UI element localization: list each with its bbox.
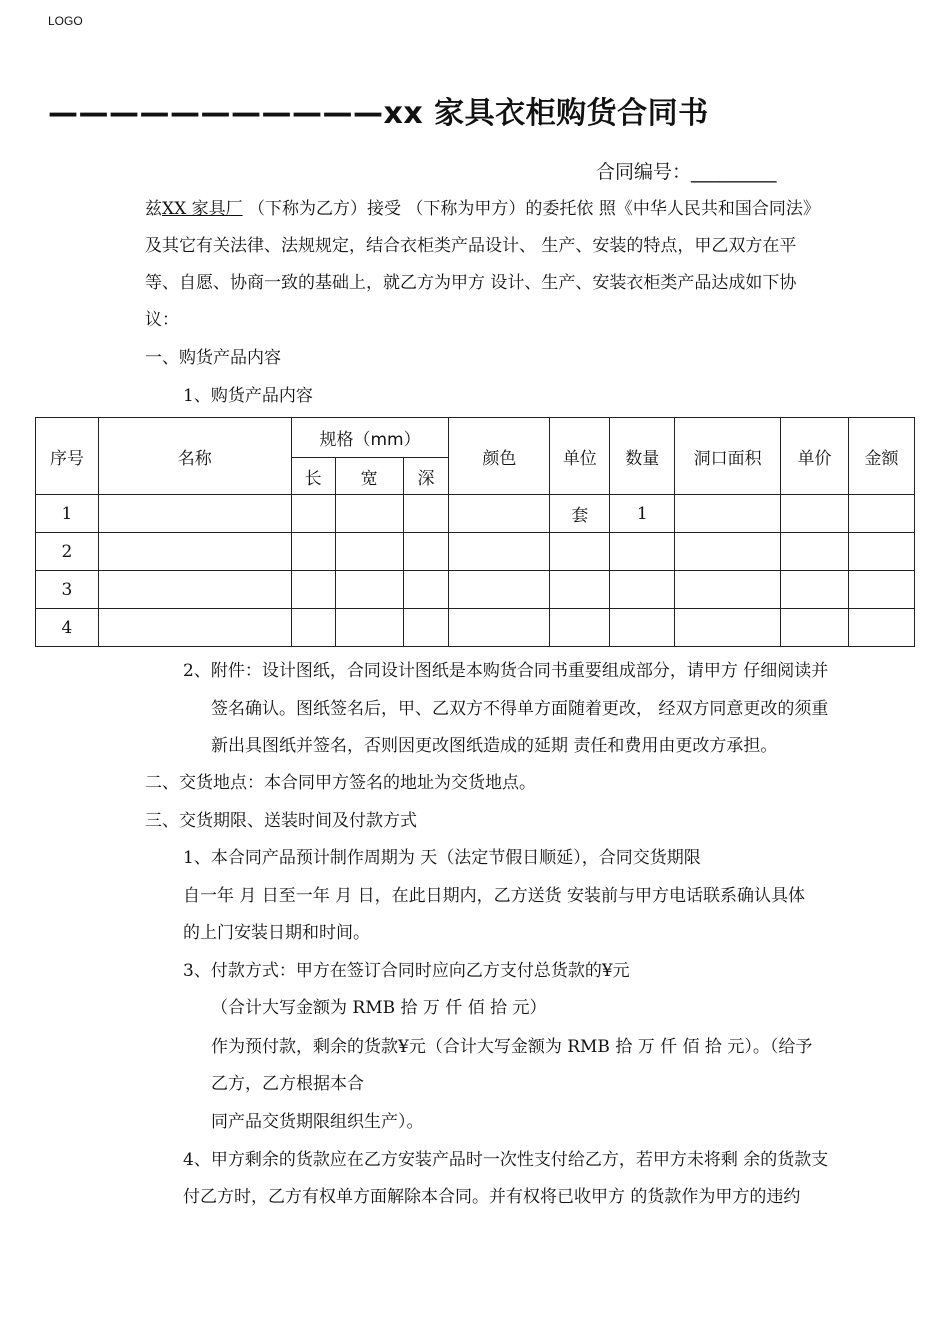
cell-amount[interactable] xyxy=(848,495,914,533)
cell-unit xyxy=(550,609,610,647)
table-row xyxy=(36,609,915,647)
cell-length[interactable] xyxy=(291,571,335,609)
cell-name[interactable] xyxy=(98,495,291,533)
header-seq: 序号 xyxy=(36,418,99,495)
header-color: 颜色 xyxy=(449,418,550,495)
payment-line-1: 3、付款方式：甲方在签订合同时应向乙方支付总货款的¥元 xyxy=(183,961,630,981)
section-3-heading: 三、交货期限、送装时间及付款方式 xyxy=(145,811,417,831)
cell-price[interactable] xyxy=(781,609,849,647)
section-2-text: 二、交货地点：本合同甲方签名的地址为交货地点。 xyxy=(145,773,536,793)
cell-price[interactable] xyxy=(781,571,849,609)
cell-opening[interactable] xyxy=(675,609,781,647)
attachment-line-2: 签名确认。图纸签名后，甲、乙双方不得单方面随着更改， 经双方同意更改的须重 xyxy=(211,699,829,719)
payment-line-3: 作为预付款，剩余的货款¥元（合计大写金额为 RMB 拾 万 仟 佰 拾 元）。（给予 xyxy=(211,1037,813,1057)
intro-line-2: 及其它有关法律、法规规定，结合衣柜类产品设计、 生产、安装的特点，甲乙双方在平 xyxy=(145,236,797,256)
cell-qty xyxy=(610,571,675,609)
cell-color[interactable] xyxy=(449,495,550,533)
cell-seq: 1 xyxy=(36,495,99,533)
table-row xyxy=(36,495,915,533)
cell-opening[interactable] xyxy=(675,495,781,533)
header-unit: 单位 xyxy=(550,418,610,495)
cell-opening[interactable] xyxy=(675,571,781,609)
attachment-line-3: 新出具图纸并签名，否则因更改图纸造成的延期 责任和费用由更改方承担。 xyxy=(211,736,778,756)
cell-price[interactable] xyxy=(781,495,849,533)
cell-width[interactable] xyxy=(335,533,403,571)
balance-line-1: 4、甲方剩余的货款应在乙方安装产品时一次性支付给乙方，若甲方未将剩 余的货款支 xyxy=(183,1150,829,1170)
intro-line-3: 等、自愿、协商一致的基础上，就乙方为甲方 设计、生产、安装衣柜类产品达成如下协 xyxy=(145,273,797,293)
cell-seq: 2 xyxy=(36,533,99,571)
cell-depth[interactable] xyxy=(403,495,449,533)
cell-depth[interactable] xyxy=(403,609,449,647)
intro-line-1-rest: （下称为乙方）接受 （下称为甲方）的委托依 照《中华人民共和国合同法》 xyxy=(248,199,820,219)
attachment-line-1: 2、附件：设计图纸，合同设计图纸是本购货合同书重要组成部分，请甲方 仔细阅读并 xyxy=(183,661,829,681)
logo: LOGO xyxy=(48,14,83,28)
cell-amount[interactable] xyxy=(848,533,914,571)
cell-qty xyxy=(610,609,675,647)
delivery-line-2: 自一年 月 日至一年 月 日，在此日期内，乙方送货 安装前与甲方电话联系确认具体 xyxy=(183,886,806,906)
cell-color[interactable] xyxy=(449,571,550,609)
cell-width[interactable] xyxy=(335,609,403,647)
goods-table xyxy=(35,417,915,647)
cell-unit: 套 xyxy=(550,495,610,533)
payment-line-5: 同产品交货期限组织生产）。 xyxy=(211,1112,424,1132)
document-title: ———————————xx 家具衣柜购货合同书 xyxy=(48,96,709,131)
delivery-line-3: 的上门安装日期和时间。 xyxy=(183,923,370,943)
cell-depth[interactable] xyxy=(403,571,449,609)
cell-price[interactable] xyxy=(781,533,849,571)
header-spec: 规格（mm） xyxy=(291,418,449,458)
cell-color[interactable] xyxy=(449,609,550,647)
cell-amount[interactable] xyxy=(848,571,914,609)
cell-amount[interactable] xyxy=(848,609,914,647)
cell-qty xyxy=(610,533,675,571)
cell-length[interactable] xyxy=(291,533,335,571)
contract-number: 合同编号：_________ xyxy=(596,161,777,183)
header-unit-price: 单价 xyxy=(781,418,849,495)
intro-line-1 xyxy=(145,198,820,220)
intro-prefix: 兹 xyxy=(145,199,162,219)
intro-line-4: 议： xyxy=(145,310,179,330)
table-row xyxy=(36,533,915,571)
balance-line-2: 付乙方时，乙方有权单方面解除本合同。并有权将已收甲方 的货款作为甲方的违约 xyxy=(183,1187,801,1207)
cell-width[interactable] xyxy=(335,495,403,533)
header-amount: 金额 xyxy=(848,418,914,495)
header-width: 宽 xyxy=(335,458,403,495)
delivery-line-1: 1、本合同产品预计制作周期为 天（法定节假日顺延），合同交货期限 xyxy=(183,848,701,868)
cell-color[interactable] xyxy=(449,533,550,571)
table-header-row xyxy=(36,418,915,458)
section-1-subheading: 1、购货产品内容 xyxy=(183,386,313,406)
cell-length[interactable] xyxy=(291,609,335,647)
cell-name[interactable] xyxy=(98,609,291,647)
cell-unit xyxy=(550,571,610,609)
cell-unit xyxy=(550,533,610,571)
cell-seq: 4 xyxy=(36,609,99,647)
cell-qty: 1 xyxy=(610,495,675,533)
cell-name[interactable] xyxy=(98,533,291,571)
section-1-heading: 一、购货产品内容 xyxy=(145,348,281,368)
header-opening-area: 洞口面积 xyxy=(675,418,781,495)
payment-line-2: （合计大写金额为 RMB 拾 万 仟 佰 拾 元） xyxy=(211,998,547,1018)
cell-seq: 3 xyxy=(36,571,99,609)
cell-depth[interactable] xyxy=(403,533,449,571)
party-b-name: XX 家具厂 xyxy=(162,199,243,219)
cell-name[interactable] xyxy=(98,571,291,609)
cell-length[interactable] xyxy=(291,495,335,533)
header-name: 名称 xyxy=(98,418,291,495)
header-length: 长 xyxy=(291,458,335,495)
header-qty: 数量 xyxy=(610,418,675,495)
cell-width[interactable] xyxy=(335,571,403,609)
table-row xyxy=(36,571,915,609)
payment-line-4: 乙方，乙方根据本合 xyxy=(211,1074,364,1094)
cell-opening[interactable] xyxy=(675,533,781,571)
header-depth: 深 xyxy=(403,458,449,495)
